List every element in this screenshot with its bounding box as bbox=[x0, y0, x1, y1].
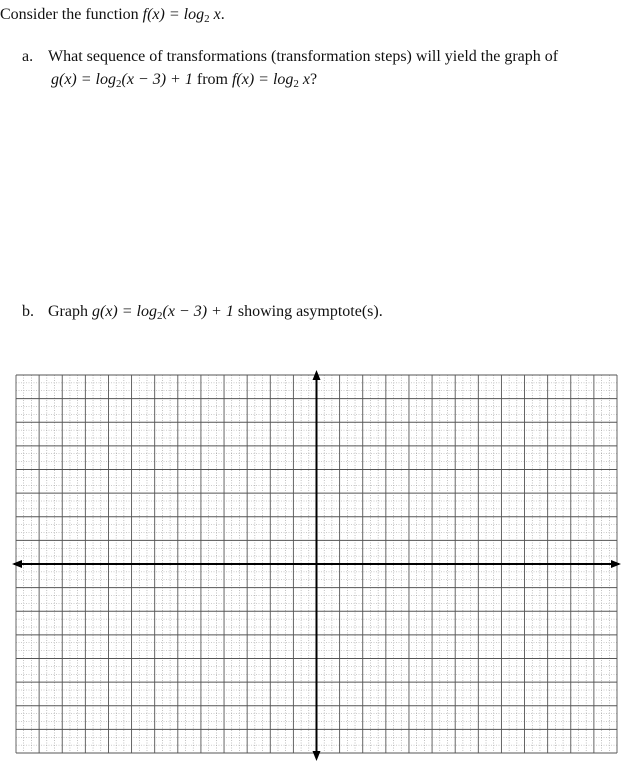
x-axis-left-arrow bbox=[12, 560, 22, 568]
part-a-question-line2 bbox=[51, 70, 317, 90]
part-a-g-base: 2 bbox=[116, 78, 122, 90]
intro-var: x bbox=[209, 6, 221, 23]
part-b-rest: showing asymptote(s). bbox=[233, 303, 383, 320]
part-a-g: g bbox=[51, 71, 59, 88]
part-a-from: from bbox=[192, 71, 232, 88]
intro-arg: (x) = log bbox=[147, 6, 205, 23]
axes bbox=[12, 370, 621, 761]
part-b-marker: b. bbox=[22, 303, 34, 320]
part-b-g: g bbox=[91, 303, 100, 320]
part-a-f: f bbox=[231, 71, 237, 88]
intro-sentence bbox=[0, 5, 225, 25]
part-a-end: ? bbox=[310, 71, 318, 88]
part-a-f-var: x bbox=[298, 71, 311, 88]
intro-suffix: . bbox=[220, 6, 225, 23]
part-a-question-line1: What sequence of transformations (transformation steps) will yield the graph of bbox=[48, 48, 559, 65]
part-b-graph-word: Graph bbox=[48, 303, 92, 320]
intro-f: f bbox=[142, 6, 148, 23]
y-axis-down-arrow bbox=[313, 751, 321, 761]
part-a-f-base: 2 bbox=[293, 78, 299, 90]
intro-base: 2 bbox=[204, 13, 210, 25]
part-a-f-arg: (x) = log bbox=[236, 71, 294, 88]
part-b-g-base: 2 bbox=[156, 310, 163, 322]
part-b-question bbox=[48, 302, 383, 322]
part-a-g-arg: (x) = log bbox=[59, 71, 116, 88]
part-a-g-tail: (x − 3) + 1 bbox=[121, 71, 193, 88]
part-b-g-arg: (x) = log bbox=[99, 303, 157, 320]
coordinate-grid[interactable] bbox=[0, 360, 636, 780]
part-b-g-tail: (x − 3) + 1 bbox=[162, 303, 234, 320]
part-a-marker: a. bbox=[22, 48, 34, 65]
intro-prefix: Consider the function bbox=[0, 6, 143, 23]
x-axis-right-arrow bbox=[611, 560, 621, 568]
